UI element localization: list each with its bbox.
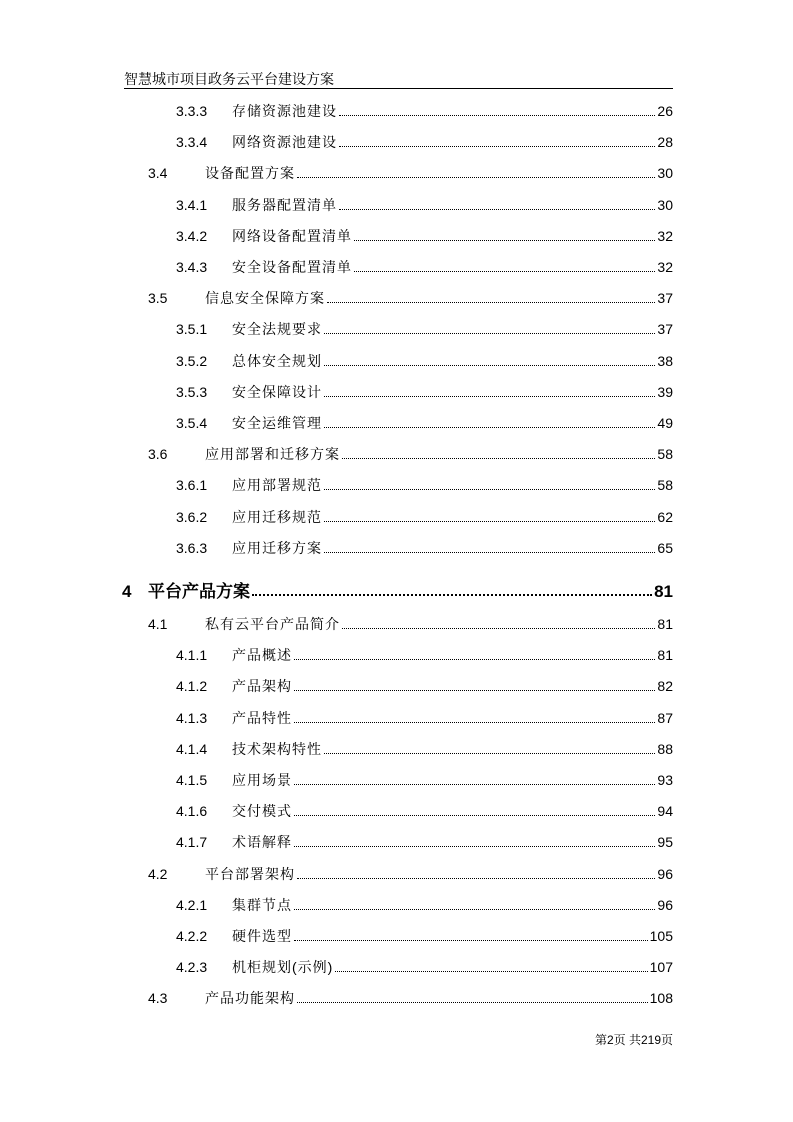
toc-entry-title: 网络资源池建设 [232, 134, 337, 151]
toc-entry[interactable] [176, 96, 673, 120]
toc-entry[interactable] [148, 609, 673, 633]
toc-entry-number: 3.3.3 [176, 103, 208, 119]
toc-entry-page: 88 [657, 740, 673, 757]
toc-entry-title: 安全法规要求 [232, 321, 322, 338]
toc-entry-title: 应用迁移方案 [232, 539, 322, 556]
page-footer: 第2页 共219页 [594, 1033, 673, 1047]
toc-entry-number: 4 [122, 582, 132, 601]
toc-entry-page: 81 [657, 647, 673, 664]
toc-entry-title: 术语解释 [232, 834, 292, 851]
toc-dot-leader [324, 552, 655, 553]
toc-entry-page: 32 [657, 227, 673, 244]
toc-entry-number: 3.6 [148, 446, 168, 463]
toc-entry[interactable] [176, 827, 673, 851]
toc-dot-leader [294, 846, 655, 847]
toc-entry[interactable] [176, 703, 673, 727]
toc-entry-number: 4.1.1 [176, 647, 208, 664]
toc-entry[interactable] [176, 640, 673, 664]
toc-entry-page: 105 [649, 928, 673, 944]
toc-entry-page: 38 [657, 352, 673, 369]
toc-dot-leader [324, 365, 655, 366]
toc-entry-page: 37 [657, 290, 673, 307]
toc-entry-number: 4.3 [148, 990, 168, 1007]
toc-entry[interactable] [148, 158, 673, 182]
toc-entry[interactable] [176, 190, 673, 214]
toc-entry-page: 108 [649, 990, 673, 1007]
toc-entry-page: 30 [657, 165, 673, 182]
toc-entry-title: 交付模式 [232, 803, 292, 820]
toc-entry-title: 产品架构 [232, 678, 292, 695]
toc-entry-number: 3.4.3 [176, 259, 208, 275]
toc-dot-leader [354, 271, 655, 272]
toc-entry[interactable] [176, 252, 673, 276]
toc-entry-number: 4.1.7 [176, 834, 208, 851]
toc-dot-leader [324, 333, 655, 334]
toc-dot-leader [324, 521, 655, 522]
toc-entry-page: 37 [657, 321, 673, 338]
toc-entry[interactable] [176, 502, 673, 526]
toc-entry-title: 信息安全保障方案 [205, 290, 325, 307]
toc-entry-number: 4.1.6 [176, 803, 208, 820]
toc-entry[interactable] [176, 314, 673, 338]
toc-entry[interactable] [176, 890, 673, 914]
toc-entry[interactable] [176, 470, 673, 494]
toc-dot-leader [324, 427, 655, 428]
toc-entry-title: 私有云平台产品简介 [205, 616, 340, 632]
toc-entry-title: 安全保障设计 [232, 383, 322, 400]
toc-dot-leader [327, 302, 655, 303]
toc-entry[interactable] [176, 765, 673, 789]
toc-dot-leader [324, 396, 655, 397]
toc-entry-page: 65 [657, 539, 673, 556]
toc-entry-page: 96 [657, 896, 673, 913]
toc-entry-number: 3.5.3 [176, 383, 208, 400]
toc-entry-number: 4.2.3 [176, 959, 208, 976]
toc-entry[interactable] [176, 346, 673, 370]
toc-entry-number: 4.2.2 [176, 928, 208, 944]
toc-entry-title: 平台产品方案 [148, 582, 250, 601]
toc-entry-title: 产品特性 [232, 709, 292, 726]
toc-dot-leader [252, 594, 652, 596]
toc-entry-page: 93 [657, 772, 673, 788]
toc-entry-number: 4.2.1 [176, 896, 208, 913]
toc-entry-number: 3.5.4 [176, 415, 208, 431]
toc-entry-number: 3.4 [148, 165, 168, 182]
toc-entry-page: 58 [657, 446, 673, 463]
toc-entry-page: 81 [657, 616, 673, 632]
toc-entry-title: 应用场景 [232, 772, 292, 788]
toc-entry[interactable] [176, 221, 673, 245]
toc-entry-number: 4.1.4 [176, 740, 208, 757]
toc-dot-leader [342, 628, 655, 629]
toc-dot-leader [335, 971, 647, 972]
toc-entry[interactable] [176, 734, 673, 758]
toc-entry-number: 4.1 [148, 616, 168, 632]
toc-dot-leader [297, 878, 655, 879]
toc-entry-number: 3.3.4 [176, 134, 208, 151]
document-title: 智慧城市项目政务云平台建设方案 [124, 71, 334, 87]
toc-entry-number: 3.6.1 [176, 477, 208, 494]
toc-entry-title: 安全运维管理 [232, 415, 322, 431]
toc-entry-page: 49 [657, 415, 673, 431]
toc-entry-page: 94 [657, 803, 673, 820]
toc-entry[interactable] [148, 859, 673, 883]
toc-entry[interactable] [148, 439, 673, 463]
toc-entry-title: 应用部署和迁移方案 [205, 446, 340, 463]
toc-dot-leader [297, 1002, 648, 1003]
toc-entry-number: 3.6.2 [176, 508, 208, 525]
toc-entry[interactable] [148, 283, 673, 307]
toc-dot-leader [324, 753, 655, 754]
toc-entry-title: 服务器配置清单 [232, 196, 337, 213]
toc-entry[interactable] [176, 796, 673, 820]
toc-dot-leader [342, 458, 655, 459]
toc-entry-title: 设备配置方案 [205, 165, 295, 182]
toc-entry-title: 技术架构特性 [232, 740, 322, 757]
toc-dot-leader [294, 815, 655, 816]
toc-entry-title: 网络设备配置清单 [232, 227, 352, 244]
toc-entry-title: 应用迁移规范 [232, 508, 322, 525]
toc-entry-number: 4.1.3 [176, 709, 208, 726]
toc-entry[interactable] [176, 671, 673, 695]
toc-entry-page: 26 [657, 103, 673, 119]
toc-dot-leader [294, 722, 655, 723]
toc-entry-number: 3.4.1 [176, 196, 208, 213]
toc-entry[interactable] [122, 571, 673, 601]
toc-entry-number: 3.6.3 [176, 539, 208, 556]
toc-dot-leader [294, 909, 655, 910]
toc-entry-page: 82 [657, 678, 673, 695]
toc-entry[interactable] [176, 952, 673, 976]
toc-entry-page: 95 [657, 834, 673, 851]
toc-entry-number: 3.5.1 [176, 321, 208, 338]
toc-dot-leader [354, 240, 655, 241]
toc-entry-title: 应用部署规范 [232, 477, 322, 494]
toc-entry-number: 3.5 [148, 290, 168, 307]
toc-entry-title: 产品概述 [232, 647, 292, 664]
toc-entry[interactable] [176, 127, 673, 151]
toc-entry-title: 安全设备配置清单 [232, 259, 352, 275]
toc-entry-number: 3.4.2 [176, 227, 208, 244]
toc-dot-leader [339, 115, 655, 116]
toc-entry[interactable] [148, 983, 673, 1007]
toc-entry-page: 107 [649, 959, 673, 976]
toc-entry-title: 硬件选型 [232, 928, 292, 944]
toc-entry-title: 机柜规划(示例) [232, 959, 334, 976]
toc-entry-page: 28 [657, 134, 673, 151]
toc-entry-title: 平台部署架构 [205, 865, 295, 882]
toc-dot-leader [294, 784, 655, 785]
toc-dot-leader [294, 659, 655, 660]
toc-entry-title: 产品功能架构 [205, 990, 295, 1007]
toc-entry-title: 总体安全规划 [232, 352, 322, 369]
toc-entry-number: 3.5.2 [176, 352, 208, 369]
toc-entry-title: 集群节点 [232, 896, 292, 913]
page-header [124, 70, 673, 89]
toc-entry-page: 87 [657, 709, 673, 726]
toc-entry-page: 58 [657, 477, 673, 494]
toc-entry-page: 39 [657, 383, 673, 400]
toc-entry-title: 存储资源池建设 [232, 103, 337, 119]
toc-entry[interactable] [176, 408, 673, 432]
toc-dot-leader [324, 489, 655, 490]
toc-entry[interactable] [176, 533, 673, 557]
toc-entry[interactable] [176, 921, 673, 945]
toc-dot-leader [294, 940, 648, 941]
toc-entry-number: 4.1.5 [176, 772, 208, 788]
toc-entry-page: 62 [657, 508, 673, 525]
toc-dot-leader [339, 146, 655, 147]
toc-entry-page: 30 [657, 196, 673, 213]
toc-entry-page: 32 [657, 259, 673, 275]
toc-dot-leader [297, 177, 655, 178]
toc-dot-leader [294, 690, 655, 691]
toc-entry-number: 4.1.2 [176, 678, 208, 695]
toc-entry-page: 81 [654, 582, 673, 601]
toc-entry[interactable] [176, 377, 673, 401]
toc-entry-number: 4.2 [148, 865, 168, 882]
toc-dot-leader [339, 209, 655, 210]
toc-entry-page: 96 [657, 865, 673, 882]
